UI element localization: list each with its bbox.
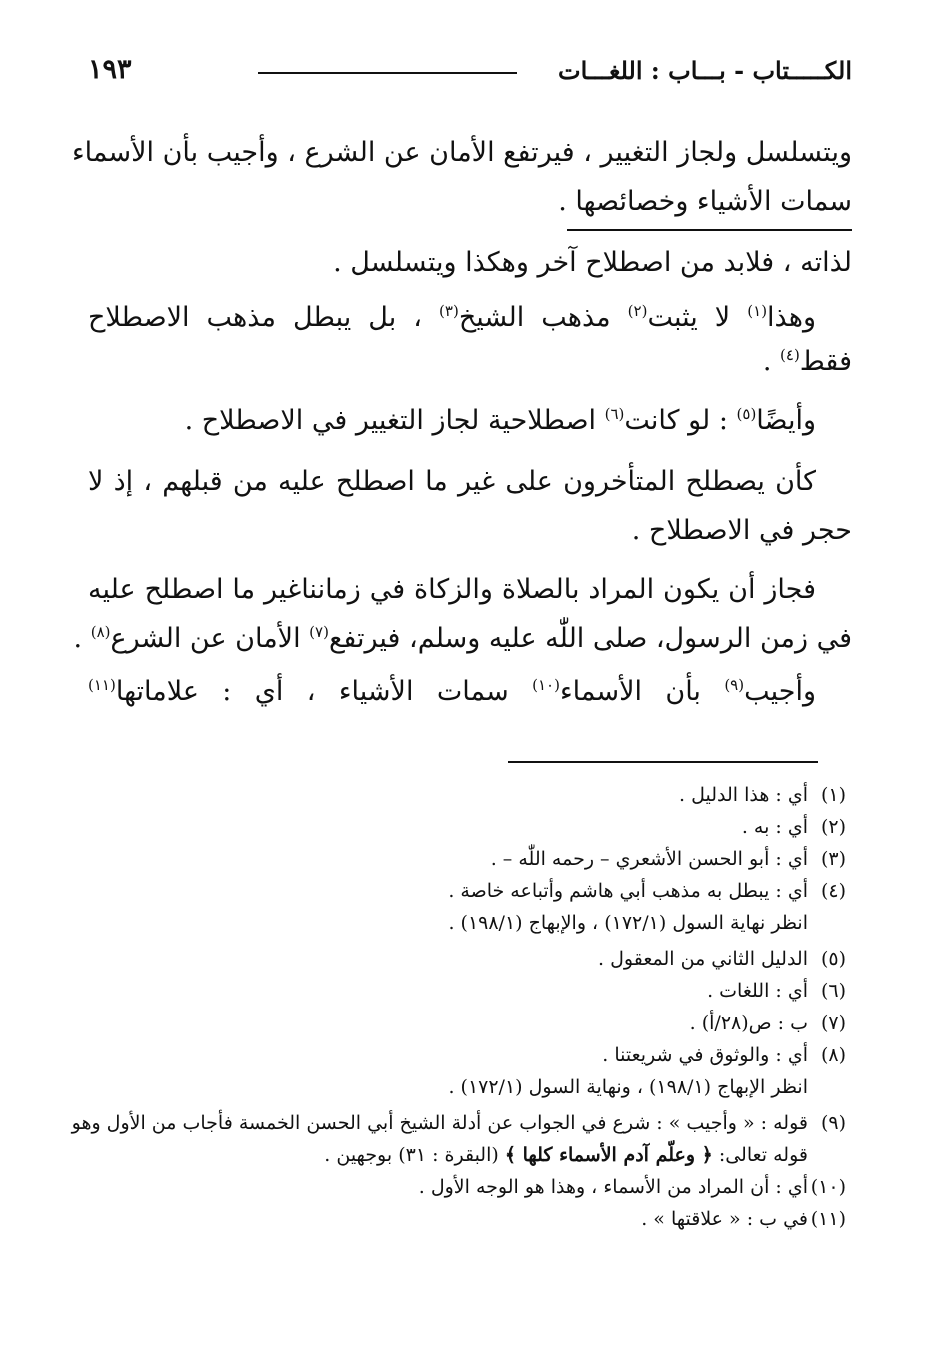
footnote-10: (١٠)أي : أن المراد من الأسماء ، وهذا هو الوجه الأول . — [418, 1176, 846, 1198]
paragraph-6-line-1: فجاز أن يكون المراد بالصلاة والزكاة في زمانناغير ما اصطلح عليه — [88, 574, 816, 605]
running-header — [88, 52, 852, 92]
paragraph-3-line-1: وهذا$^{(١)}$ لا يثبت$^{(٢)}$ مذهب الشيخ$^{(٣)}$ ، بل يبطل مذهب الاصطلاح — [88, 302, 816, 333]
footnote-4-continued: انظر نهاية السول (١٧٢/١) ، والإبهاج (١٩٨/١) . — [448, 912, 808, 934]
footnote-ref: (١١) — [88, 676, 116, 694]
footnote-1: (١)أي : هذا الدليل . — [679, 784, 846, 806]
footnote-3: (٣)أي : أبو الحسن الأشعري – رحمه اللّٰه – . — [490, 848, 846, 870]
footnote-9-continued: قوله تعالى: ﴿ وعلّم آدم الأسماء كلها ﴾ (البقرة : ٣١) بوجهين . — [324, 1144, 808, 1166]
footnote-ref: (٣) — [439, 302, 459, 320]
page-number: ١٩٣ — [88, 54, 132, 85]
footnote-ref: (٢) — [627, 302, 648, 320]
header-rule — [258, 72, 517, 74]
footnote-4: (٤)أي : يبطل به مذهب أبي هاشم وأتباعه خاصة . — [448, 880, 846, 902]
footnote-ref: (٤) — [780, 346, 800, 364]
footnote-2: (٢)أي : به . — [741, 816, 846, 838]
paragraph-6-line-2: في زمن الرسول، صلى اللّٰه عليه وسلم، فيرتفع$^{(٧)}$ الأمان عن الشرع$^{(٨)}$ . — [73, 623, 852, 654]
footnotes — [71, 779, 846, 1235]
paragraph-4: وأيضًا$^{(٥)}$ : لو كانت$^{(٦)}$ اصطلاحية لجاز التغيير في الاصطلاح . — [184, 405, 816, 436]
chapter-title: الكـــــتاب - بـــاب : اللغـــات — [558, 56, 852, 85]
paragraph-5-line-1: كأن يصطلح المتأخرون على غير ما اصطلح عليه من قبلهم ، إذ لا — [88, 466, 816, 497]
paragraph-1-line-2: سمات الأشياء وخصائصها . — [558, 186, 852, 217]
footnote-11: (١١)في ب : « علاقتها » . — [641, 1208, 846, 1230]
main-text — [71, 128, 852, 716]
footnote-5: (٥)الدليل الثاني من المعقول . — [598, 948, 846, 970]
footnote-ref: (٨) — [90, 623, 111, 641]
footnote-ref: (١) — [747, 302, 768, 320]
footnote-8-continued: انظر الإبهاج (١٩٨/١) ، ونهاية السول (١٧٢/١) . — [448, 1076, 808, 1098]
footnote-ref: (١٠) — [532, 676, 560, 694]
paragraph-3-line-2: فقط$^{(٤)}$ . — [762, 346, 852, 377]
paragraph-7: وأجيب$^{(٩)}$ بأن الأسماء$^{(١٠)}$ سمات الأشياء ، أي : علاماتها$^{(١١)}$ — [88, 676, 816, 707]
paragraph-5-line-2: حجر في الاصطلاح . — [631, 515, 852, 546]
quran-verse: ﴿ وعلّم آدم الأسماء كلها ﴾ — [504, 1144, 713, 1166]
footnote-7: (٧)ب : ص(٢٨/أ) . — [689, 1012, 846, 1034]
paragraph-1-line-1: ويتسلسل ولجاز التغيير ، فيرتفع الأمان عن الشرع ، وأجيب بأن الأسماء — [71, 137, 852, 168]
paragraph-2: لذاته ، فلابد من اصطلاح آخر وهكذا ويتسلسل . — [333, 247, 852, 278]
text-separator — [567, 229, 852, 231]
footnote-ref: (٥) — [736, 405, 757, 423]
footnote-8: (٨)أي : والوثوق في شريعتنا . — [602, 1044, 846, 1066]
footnote-ref: (٩) — [724, 676, 745, 694]
footnote-ref: (٦) — [604, 405, 625, 423]
footnote-6: (٦)أي : اللغات . — [707, 980, 846, 1002]
footnotes-rule — [508, 761, 818, 763]
footnote-ref: (٧) — [309, 623, 329, 641]
footnote-9: (٩)قوله : « وأجيب » : شرع في الجواب عن أدلة الشيخ أبي الحسن الخمسة فأجاب من الأول وهو — [71, 1112, 846, 1134]
